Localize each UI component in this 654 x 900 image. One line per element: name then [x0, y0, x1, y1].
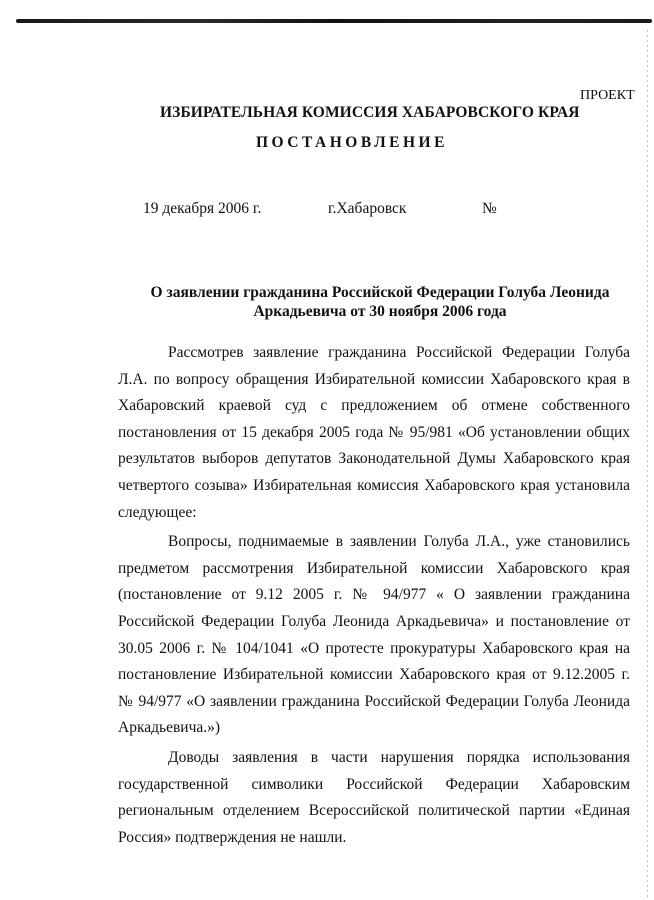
organization-name: ИЗБИРАТЕЛЬНАЯ КОМИССИЯ ХАБАРОВСКОГО КРАЯ: [160, 104, 580, 121]
document-date: 19 декабря 2006 г.: [143, 200, 262, 217]
document-body: [118, 340, 630, 851]
paragraph: Вопросы, поднимаемые в заявлении Голуба Л.А., уже становились предметом рассмотрения Избирательной комиссии Хабаровского края (постановление от 9.12 2005 г. № 94/977 « О заявлении гражданина Российской Федерации Голуба Леонида Аркадьевича» и постановление от 30.05 2006 г. № 104/1041 «О протесте прокуратуры Хабаровского края на постановление Избирательной комиссии Хабаровского края от 9.12.2005 г. № 94/977 «О заявлении гражданина Российской Федерации Голуба Леонида Аркадьевича.»): [118, 533, 630, 737]
paragraph: Доводы заявления в части нарушения порядка использования государственной символики Российской Федерации Хабаровским региональным отделением Всероссийской политической партии «Единая Россия» подтверждения не нашли.: [118, 748, 630, 846]
scan-border-top: [16, 19, 652, 23]
scan-border-right: [647, 30, 648, 900]
document-type: ПОСТАНОВЛЕНИЕ: [256, 134, 448, 151]
document-number-label: №: [482, 200, 497, 217]
document-city: г.Хабаровск: [328, 200, 407, 217]
paragraph: Рассмотрев заявление гражданина Российской Федерации Голуба Л.А. по вопросу обращения Избирательной комиссии Хабаровского края в Хабаровский краевой суд с предложением об отмене собственного постановления от 15 декабря 2005 года № 95/981 «Об установлении общих результатов выборов депутатов Законодательной Думы Хабаровского края четвертого созыва» Избирательная комиссия Хабаровского края установила следующее:: [118, 344, 630, 521]
document-title: О заявлении гражданина Российской Федерации Голуба Леонида Аркадьевича от 30 ноября 2006 года: [150, 284, 610, 320]
draft-stamp: ПРОЕКТ: [580, 88, 635, 103]
